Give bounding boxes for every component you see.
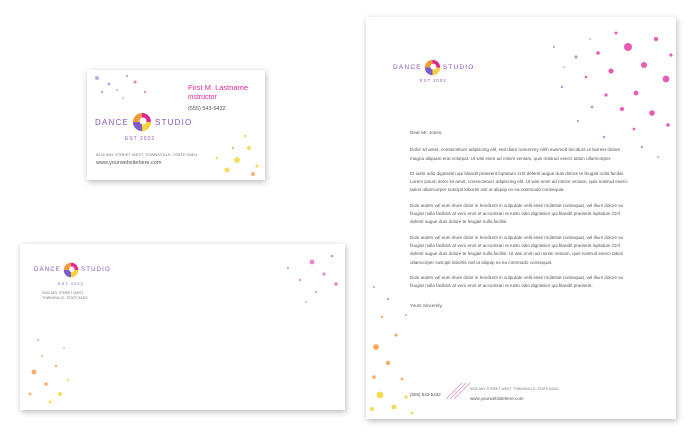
brand-logo: [95, 112, 192, 132]
spiral-logo-icon: [424, 59, 441, 76]
contact-website: www.yourwebsitehere.com: [96, 160, 162, 166]
est-year: EST 2002: [420, 78, 447, 83]
footer-phone: (555) 543-5432: [410, 392, 441, 397]
est-year: EST 2002: [58, 281, 84, 286]
brand-name-left: DANCE: [393, 64, 422, 71]
spiral-logo-icon: [132, 112, 152, 132]
business-card: [87, 70, 265, 180]
letter-paragraph: Duis autem vel eum iriure dolor in hendrerit in vulputate velit esse molestie consequat, vel illum dolore eu feugiat nulla facilisis at vero eros et accumsan et iusto odio dignissim qui blandit praesent luptatum zzril delenit augue duis dolore te feugait nulla facilisi.: [410, 202, 624, 225]
brand-logo: [393, 59, 475, 76]
contact-phone: (555) 543-5432: [188, 106, 226, 112]
letter-paragraph: Duis autem vel eum iriure dolor in hendrerit in vulputate velit esse molestie consequat, vel illum dolore eu feugiat nulla facilisis at vero eros et accumsan et iusto odio dignissim qui blandit praesent luptatum zzril delenit augue duis dolore te feugait nulla facilisi. Ut wisi enim ad minim veniam, quis nostrud exerci tation ullamcorper suscipit lobortis nisl ut aliquip ex ea commodo consequat.: [410, 234, 624, 265]
brand-name-left: DANCE: [34, 267, 62, 273]
return-address-line1: 5432 ANY STREET WEST: [42, 291, 84, 295]
est-year: EST 2002: [125, 136, 156, 142]
letter-paragraph: Duis autem vel eum iriure dolor in hendrerit in vulputate velit esse molestie consequat, vel illum dolore eu feugiat nulla facilisis at vero eros et accumsan et iusto odio dignissim qui blandit praesent.: [410, 274, 624, 289]
brand-name-right: STUDIO: [155, 117, 193, 127]
envelope: [20, 244, 345, 410]
letter-closing: Yours Sincerely,: [410, 303, 443, 309]
letter-paragraph: Et iusto odio dignissim qui blandit praesent luptatum zzril delenit augue duis dolore te feugait nulla facilisi. Lorem ipsum dolor sit amet, consectetuer adipiscing elit. Ut wisi enim ad minim veniam, quis nostrud exerci tation ullamcorper suscipit lobortis nisl ut aliquip ex ea commodo consequat.: [410, 170, 628, 193]
contact-title: instructor: [188, 94, 217, 101]
return-address-line2: TOWNSVILLE, STATE 54321: [42, 296, 88, 300]
spiral-logo-icon: [63, 262, 79, 278]
letter-salutation: Dear Mr. Jones,: [410, 130, 443, 135]
letter-paragraph: Dolor sit amet, consectetuer adipiscing elit, sed diam nonummy nibh euismod tincidunt ut laoreet dolore magna aliquam erat volutpat. Ut wisi enim ad minim veniam, quis nostrud exerci tation ullamcorper.: [410, 147, 621, 161]
brand-logo: [34, 262, 111, 278]
brand-name-left: DANCE: [95, 117, 130, 127]
brand-name-right: STUDIO: [81, 267, 111, 273]
contact-address: 5432 ANY STREET WEST, TOWNSVILLE, STATE 54321: [96, 152, 198, 157]
footer-address: 5432 ANY STREET WEST, TOWNSVILLE, STATE 54321: [470, 387, 559, 391]
letterhead: [366, 17, 676, 419]
footer-website: www.yourwebsitehere.com: [470, 396, 524, 401]
letter-body: [410, 129, 632, 318]
brand-name-right: STUDIO: [442, 64, 475, 71]
contact-name: First M. Lastname: [188, 83, 249, 92]
